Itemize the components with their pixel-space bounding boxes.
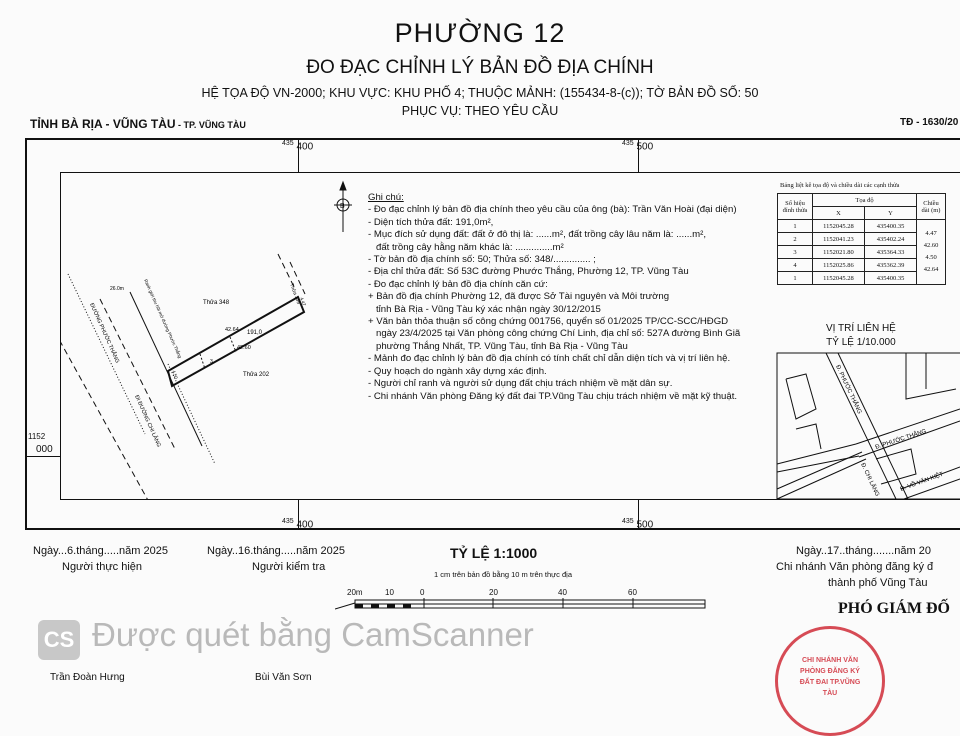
length-left: 4.50 xyxy=(171,369,179,380)
coord-table-title: Bảng liệt kê tọa độ và chiều dài các cạnh thửa xyxy=(780,182,900,189)
coordinate-system-line: HỆ TỌA ĐỘ VN-2000; KHU VỰC: KHU PHỐ 4; THUỘC MẢNH: (155434-8-(c)); TỜ BẢN ĐỒ SỐ: 50 xyxy=(201,86,759,100)
note-line: + Bản đồ địa chính Phường 12, đã được Sở Tài nguyên và Môi trường xyxy=(368,291,670,303)
parcel-349-label: Thửa 349 xyxy=(288,282,302,306)
camscanner-logo-icon: CS xyxy=(38,620,80,660)
province-label xyxy=(30,117,246,131)
road-edge-note: Ranh giới thu hồi mở đường Phước Thắng xyxy=(143,278,183,359)
table-row: 2 1152041.23 435402.24 xyxy=(778,233,946,246)
note-line: - Đo đạc chỉnh lý bản đồ địa chính căn cứ: xyxy=(368,278,548,290)
city: - TP. VŨNG TÀU xyxy=(175,120,246,130)
note-line: - Mảnh đo đạc chỉnh lý bản đồ địa chính có tính chất chỉ dẫn diện tích và vị trí liên hệ. xyxy=(368,353,731,365)
inset-title-block xyxy=(826,322,896,350)
edge-length: 42.64 xyxy=(923,266,939,273)
grid-label-x1-bottom: $^{435}$ 400 xyxy=(282,518,314,531)
parcel-area: 191,0 xyxy=(247,330,263,336)
road-width: 26.0m xyxy=(110,286,124,292)
col-header-y: Y xyxy=(865,207,917,220)
notes-block xyxy=(368,192,768,403)
parcel-boundary xyxy=(168,297,304,386)
purpose-line: PHỤC VỤ: THEO YÊU CẦU xyxy=(401,104,559,118)
note-line: phường Thắng Nhất, TP. Vũng Tàu, tỉnh Bà Rịa - Vũng Tàu xyxy=(376,340,628,352)
date-checker: Ngày..16.tháng.....năm 2025 xyxy=(207,545,345,557)
parcel-202-label: Thửa 202 xyxy=(243,372,270,378)
location-inset-map xyxy=(776,352,960,500)
note-line: + Văn bản thỏa thuận số công chứng 001756, quyển số 01/2025 TP/CC-SCC/HĐGD xyxy=(368,316,729,328)
note-line: - Diện tích thửa đất: 191,0m², xyxy=(368,216,494,228)
official-stamp: CHI NHÁNH VĂN PHÒNG ĐĂNG KÝ ĐẤT ĐAI TP.VŨNG TÀU xyxy=(775,626,885,736)
table-row: 1 1152045.28 435400.35 xyxy=(778,272,946,285)
page-title: PHƯỜNG 12 xyxy=(394,18,566,48)
col-header-x: X xyxy=(813,207,865,220)
role-checker: Người kiểm tra xyxy=(252,561,326,573)
scale-tick-label: 10 xyxy=(385,588,394,597)
note-line: ngày 23/4/2025 tại Văn phòng công chứng Chí Linh, địa chỉ số: 527A đường Bình Giã xyxy=(376,328,741,340)
road-name-phuoc-thang: ĐƯỜNG PHƯỚC THẮNG xyxy=(88,302,121,365)
note-line: - Quy hoạch do ngành xây dựng xác định. xyxy=(368,365,547,377)
date-approver: Ngày..17..tháng.......năm 20 xyxy=(796,545,931,557)
inset-road-chi-lang: Đ. CHI LĂNG xyxy=(859,462,880,498)
length-right: 4.47 xyxy=(299,296,307,307)
scale-tick-label: 60 xyxy=(628,588,637,597)
notes-heading: Ghi chú: xyxy=(368,192,404,203)
document-code: TĐ - 1630/20 xyxy=(900,117,959,128)
parcel-number: 3 xyxy=(210,359,213,365)
length-bottom: 42.60 xyxy=(237,345,251,351)
scale-bar xyxy=(335,598,710,612)
grid-label-y-prefix: 1152 xyxy=(28,432,46,441)
scale-tick-label: 20 xyxy=(489,588,498,597)
map-scale-note: 1 cm trên bản đồ bằng 10 m trên thực địa xyxy=(434,570,573,579)
inset-scale: TỶ LỆ 1/10.000 xyxy=(826,337,896,348)
edge-lengths xyxy=(917,220,946,285)
name-surveyor: Trần Đoàn Hưng xyxy=(50,672,125,683)
grid-label-x2-bottom: $^{435}$ 500 xyxy=(622,518,654,531)
grid-label-x1: $^{435}$ 400 xyxy=(282,140,314,153)
signer-title: PHÓ GIÁM ĐỐ xyxy=(838,600,950,617)
note-line: - Địa chỉ thửa đất: Số 53C đường Phước Thắng, Phường 12, TP. Vũng Tàu xyxy=(368,266,689,278)
name-checker: Bùi Văn Sơn xyxy=(255,672,312,683)
coord-table xyxy=(777,193,946,285)
map-scale-title: TỶ LỆ 1:1000 xyxy=(450,545,538,561)
note-line: - Tờ bản đồ địa chính số: 50; Thửa số: 348/.............. ; xyxy=(368,254,596,266)
scale-tick-label: 0 xyxy=(420,588,425,597)
road-name-chi-lang: ĐI ĐƯỜNG CHI LĂNG xyxy=(133,394,162,449)
approver-org-line2: thành phố Vũng Tàu xyxy=(828,577,928,589)
col-header-length: Chiều dài (m) xyxy=(917,194,946,220)
edge-length: 4.47 xyxy=(925,230,937,237)
parcel-map xyxy=(60,174,365,499)
col-header-coord: Tọa độ xyxy=(813,194,917,207)
note-line: tỉnh Bà Rịa - Vũng Tàu ký xác nhận ngày 30/12/2015 xyxy=(376,303,601,315)
scale-tick-label: 40 xyxy=(558,588,567,597)
role-surveyor: Người thực hiện xyxy=(62,561,143,573)
inset-title: VỊ TRÍ LIÊN HỆ xyxy=(826,323,896,334)
note-line: - Mục đích sử dụng đất: đất ở đô thị là: ......m², đất trồng cây lâu năm là: ......m², xyxy=(368,229,706,241)
date-surveyor: Ngày...6.tháng.....năm 2025 xyxy=(33,545,168,557)
col-header-point: Số hiệu đỉnh thửa xyxy=(778,194,813,220)
province: TỈNH BÀ RỊA - VŨNG TÀU xyxy=(30,117,176,131)
road-edge-line xyxy=(68,274,145,434)
scale-tick-label: 20m xyxy=(347,588,363,597)
inset-road-vo-van-kiet: Đ. VÕ VĂN KIỆT xyxy=(899,471,945,493)
grid-label-y: 000 xyxy=(36,444,53,455)
inset-road-phuoc-thang-1: Đ. PHƯỚC THẮNG xyxy=(834,364,863,416)
note-line: - Chi nhánh Văn phòng Đăng ký đất đai TP.Vũng Tàu chịu trách nhiệm về mặt kỹ thuật. xyxy=(368,390,738,402)
north-label: B xyxy=(340,203,345,210)
grid-tick xyxy=(25,456,60,457)
grid-label-x2: $^{435}$ 500 xyxy=(622,140,654,153)
note-line: - Đo đạc chỉnh lý bản đồ địa chính theo yêu cầu của ông (bà): Trần Văn Hoài (đại diện) xyxy=(368,204,737,216)
page-subtitle: ĐO ĐẠC CHỈNH LÝ BẢN ĐỒ ĐỊA CHÍNH xyxy=(306,57,654,78)
note-line: đất trồng cây hằng năm khác là: ..............m² xyxy=(376,241,564,253)
parcel-348-label: Thửa 348 xyxy=(203,300,230,306)
inset-road-phuoc-thang-2: Đ. PHƯỚC THẮNG xyxy=(874,428,928,451)
camscanner-watermark: Được quét bằng CamScanner xyxy=(92,616,534,653)
length-top: 42.64 xyxy=(225,327,239,333)
note-line: - Người chỉ ranh và người sử dụng đất chịu trách nhiệm về mặt dân sự. xyxy=(368,378,673,390)
table-row: 4 1152025.86 435362.39 xyxy=(778,259,946,272)
edge-length: 42.60 xyxy=(923,242,939,249)
approver-org-line1: Chi nhánh Văn phòng đăng ký đ xyxy=(776,561,934,573)
edge-length: 4.50 xyxy=(925,254,937,261)
table-row: 3 1152021.80 435364.33 xyxy=(778,246,946,259)
table-row: 1 1152045.28 435400.35 4.47 42.60 4.50 42.64 xyxy=(778,220,946,233)
road-boundary-line xyxy=(130,292,202,449)
